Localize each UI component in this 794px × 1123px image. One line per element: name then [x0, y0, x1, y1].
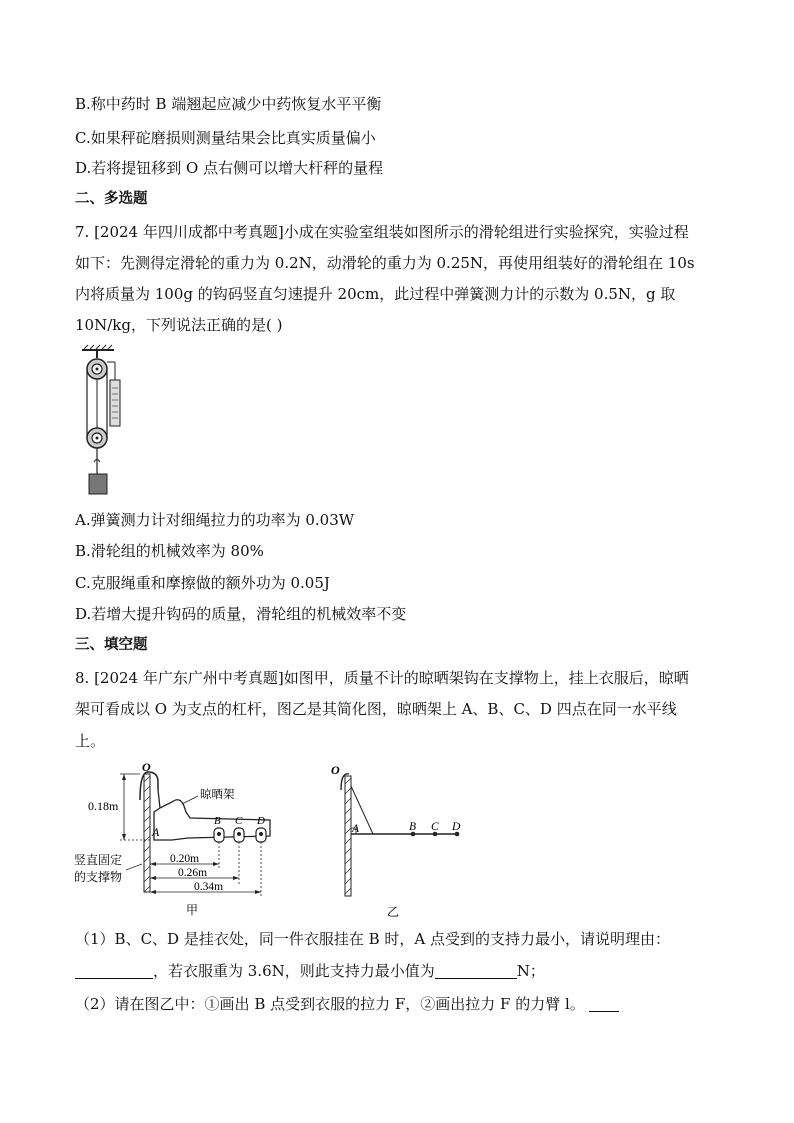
answer-blank-drawing[interactable] [589, 995, 619, 1012]
option-c-previous: C.如果秤砣磨损则测量结果会比真实质量偏小 [75, 129, 376, 147]
dim-026: 0.26m [178, 867, 208, 879]
label-o: O [331, 763, 340, 777]
answer-text-end: N； [516, 962, 545, 980]
dim-020: 0.20m [170, 853, 200, 865]
drying-rack-figure-jia [74, 760, 290, 920]
question-8-part-2-text: （2）请在图乙中：①画出 B 点受到衣服的拉力 F，②画出拉力 F 的力臂 l。 [75, 995, 585, 1013]
label-rack: 晾晒架 [200, 789, 235, 801]
question-7-line-2: 如下：先测得定滑轮的重力为 0.2N，动滑轮的重力为 0.25N，再使用组装好的滑轮组在 10s [75, 254, 695, 272]
answer-blank-force[interactable] [435, 962, 517, 979]
question-7-line-1: 7. [2024 年四川成都中考真题]小成在实验室组装如图所示的滑轮组进行实验探究，实验过程 [75, 223, 689, 241]
label-b: B [409, 821, 417, 833]
option-c: C.克服绳重和摩擦做的额外功为 0.05J [75, 574, 330, 592]
section-heading-fill-in: 三、填空题 [75, 637, 148, 653]
option-d-previous: D.若将提钮移到 O 点右侧可以增大杆秤的量程 [75, 159, 384, 177]
section-heading-multiple-choice: 二、多选题 [75, 191, 148, 207]
option-b: B.滑轮组的机械效率为 80% [75, 542, 264, 560]
answer-text-middle: ，若衣服重为 3.6N，则此支持力最小值为 [153, 962, 435, 980]
simplified-figure-yi [325, 760, 475, 920]
question-8-line-2: 架可看成以 O 为支点的杠杆，图乙是其简化图，晾晒架上 A、B、C、D 四点在同一水平线 [75, 700, 677, 718]
label-c: C [431, 821, 439, 833]
question-8-part-1: （1）B、C、D 是挂衣处，同一件衣服挂在 B 时，A 点受到的支持力最小，请说明理由： [75, 930, 671, 948]
question-7-line-4: 10N/kg，下列说法正确的是( ) [75, 316, 283, 334]
question-8-part-2 [75, 994, 619, 1014]
label-o: O [142, 760, 151, 774]
option-d: D.若增大提升钩码的质量，滑轮组的机械效率不变 [75, 605, 407, 623]
dim-height: 0.18m [88, 799, 119, 813]
option-a: A.弹簧测力计对细绳拉力的功率为 0.03W [75, 511, 355, 529]
dim-034: 0.34m [194, 881, 224, 893]
question-7-line-3: 内将质量为 100g 的钩码竖直匀速提升 20cm，此过程中弹簧测力计的示数为 0.5N，g 取 [75, 285, 676, 303]
label-a: A [352, 823, 360, 835]
answer-blank-reason[interactable] [75, 962, 153, 979]
label-d: D [452, 821, 461, 833]
caption-jia: 甲 [186, 903, 199, 917]
label-support-2: 的支撑物 [74, 870, 123, 884]
option-b-previous: B.称中药时 B 端翘起应减少中药恢复水平平衡 [75, 95, 382, 113]
question-8-line-3: 上。 [75, 732, 106, 750]
question-8-part-1-answer-line [75, 961, 545, 981]
label-c: C [235, 815, 243, 827]
caption-yi: 乙 [387, 905, 400, 919]
label-b: B [214, 815, 221, 827]
pulley-system-figure [78, 344, 142, 500]
question-8-line-1: 8. [2024 年广东广州中考真题]如图甲，质量不计的晾晒架钩在支撑物上，挂上衣服后，晾晒 [75, 669, 689, 687]
label-a: A [152, 825, 160, 839]
label-support-1: 竖直固定 [74, 853, 123, 867]
label-d: D [257, 815, 265, 827]
